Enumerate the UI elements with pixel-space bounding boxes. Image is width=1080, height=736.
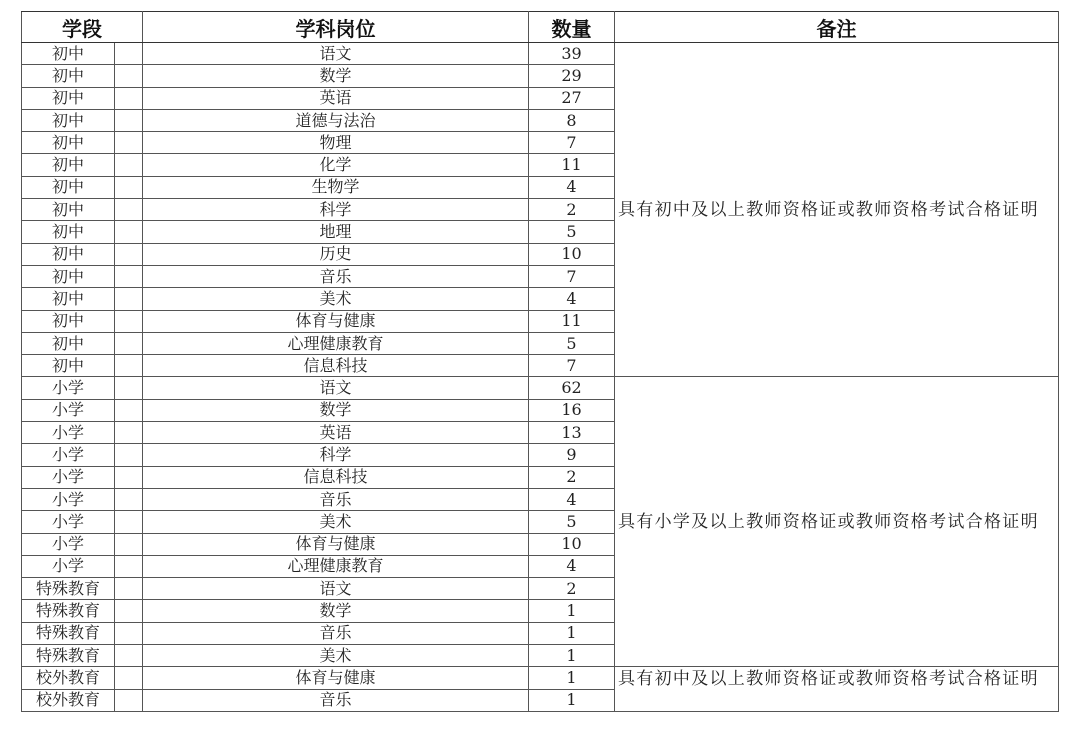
cell-blank [115, 265, 143, 287]
cell-blank [115, 399, 143, 421]
cell-level: 初中 [22, 332, 115, 354]
cell-count: 27 [529, 87, 615, 109]
cell-blank [115, 43, 143, 65]
table-header-row [22, 12, 1059, 43]
cell-level: 特殊教育 [22, 578, 115, 600]
cell-count: 1 [529, 645, 615, 667]
cell-level: 小学 [22, 511, 115, 533]
cell-subject: 信息科技 [143, 466, 529, 488]
cell-blank [115, 199, 143, 221]
cell-note: 具有初中及以上教师资格证或教师资格考试合格证明 [615, 43, 1059, 377]
cell-blank [115, 176, 143, 198]
cell-count: 7 [529, 265, 615, 287]
cell-blank [115, 511, 143, 533]
cell-level: 特殊教育 [22, 622, 115, 644]
cell-subject: 美术 [143, 288, 529, 310]
cell-count: 11 [529, 310, 615, 332]
cell-count: 39 [529, 43, 615, 65]
cell-subject: 美术 [143, 511, 529, 533]
cell-subject: 语文 [143, 578, 529, 600]
cell-count: 9 [529, 444, 615, 466]
cell-subject: 科学 [143, 444, 529, 466]
cell-blank [115, 132, 143, 154]
positions-table [21, 11, 1059, 712]
cell-level: 初中 [22, 65, 115, 87]
cell-subject: 音乐 [143, 622, 529, 644]
cell-level: 初中 [22, 221, 115, 243]
cell-level: 校外教育 [22, 689, 115, 711]
cell-level: 初中 [22, 176, 115, 198]
cell-count: 4 [529, 176, 615, 198]
cell-note: 具有初中及以上教师资格证或教师资格考试合格证明 [615, 667, 1059, 712]
cell-level: 小学 [22, 466, 115, 488]
cell-level: 小学 [22, 488, 115, 510]
cell-count: 7 [529, 355, 615, 377]
header-note: 备注 [615, 12, 1059, 43]
cell-subject: 音乐 [143, 488, 529, 510]
cell-note: 具有小学及以上教师资格证或教师资格考试合格证明 [615, 377, 1059, 667]
cell-blank [115, 109, 143, 131]
cell-count: 7 [529, 132, 615, 154]
cell-subject: 数学 [143, 600, 529, 622]
cell-count: 2 [529, 199, 615, 221]
cell-count: 2 [529, 466, 615, 488]
cell-level: 小学 [22, 399, 115, 421]
cell-level: 初中 [22, 154, 115, 176]
cell-count: 4 [529, 555, 615, 577]
cell-subject: 体育与健康 [143, 667, 529, 689]
cell-subject: 物理 [143, 132, 529, 154]
cell-level: 小学 [22, 444, 115, 466]
cell-subject: 语文 [143, 377, 529, 399]
cell-blank [115, 533, 143, 555]
cell-level: 小学 [22, 555, 115, 577]
cell-count: 5 [529, 221, 615, 243]
cell-blank [115, 488, 143, 510]
cell-level: 初中 [22, 288, 115, 310]
header-level: 学段 [22, 12, 143, 43]
cell-count: 1 [529, 622, 615, 644]
cell-blank [115, 422, 143, 444]
cell-blank [115, 288, 143, 310]
cell-level: 特殊教育 [22, 645, 115, 667]
cell-blank [115, 221, 143, 243]
cell-level: 初中 [22, 132, 115, 154]
cell-level: 初中 [22, 87, 115, 109]
cell-count: 10 [529, 243, 615, 265]
cell-subject: 科学 [143, 199, 529, 221]
cell-level: 特殊教育 [22, 600, 115, 622]
cell-blank [115, 243, 143, 265]
cell-blank [115, 466, 143, 488]
cell-level: 初中 [22, 243, 115, 265]
header-subject: 学科岗位 [143, 12, 529, 43]
cell-blank [115, 555, 143, 577]
cell-subject: 化学 [143, 154, 529, 176]
cell-level: 初中 [22, 109, 115, 131]
cell-count: 11 [529, 154, 615, 176]
cell-blank [115, 154, 143, 176]
cell-blank [115, 689, 143, 711]
table-row [22, 377, 1059, 399]
cell-count: 13 [529, 422, 615, 444]
cell-subject: 历史 [143, 243, 529, 265]
cell-blank [115, 377, 143, 399]
header-count: 数量 [529, 12, 615, 43]
cell-level: 小学 [22, 422, 115, 444]
cell-count: 10 [529, 533, 615, 555]
cell-count: 4 [529, 288, 615, 310]
cell-count: 29 [529, 65, 615, 87]
cell-count: 4 [529, 488, 615, 510]
cell-subject: 信息科技 [143, 355, 529, 377]
cell-subject: 数学 [143, 399, 529, 421]
cell-subject: 心理健康教育 [143, 332, 529, 354]
cell-subject: 地理 [143, 221, 529, 243]
cell-subject: 音乐 [143, 689, 529, 711]
cell-blank [115, 444, 143, 466]
cell-count: 1 [529, 689, 615, 711]
cell-count: 8 [529, 109, 615, 131]
cell-subject: 美术 [143, 645, 529, 667]
cell-count: 1 [529, 667, 615, 689]
cell-count: 5 [529, 511, 615, 533]
cell-blank [115, 645, 143, 667]
table-row [22, 43, 1059, 65]
cell-count: 16 [529, 399, 615, 421]
cell-subject: 心理健康教育 [143, 555, 529, 577]
cell-level: 初中 [22, 199, 115, 221]
cell-subject: 体育与健康 [143, 310, 529, 332]
cell-subject: 生物学 [143, 176, 529, 198]
cell-count: 1 [529, 600, 615, 622]
cell-subject: 数学 [143, 65, 529, 87]
table-row [22, 667, 1059, 689]
cell-blank [115, 667, 143, 689]
cell-blank [115, 65, 143, 87]
cell-level: 初中 [22, 43, 115, 65]
cell-subject: 音乐 [143, 265, 529, 287]
cell-level: 小学 [22, 533, 115, 555]
cell-count: 5 [529, 332, 615, 354]
cell-level: 初中 [22, 355, 115, 377]
cell-subject: 英语 [143, 87, 529, 109]
cell-blank [115, 332, 143, 354]
cell-blank [115, 600, 143, 622]
cell-subject: 道德与法治 [143, 109, 529, 131]
cell-blank [115, 578, 143, 600]
cell-blank [115, 355, 143, 377]
cell-subject: 英语 [143, 422, 529, 444]
cell-level: 初中 [22, 310, 115, 332]
cell-count: 62 [529, 377, 615, 399]
cell-level: 初中 [22, 265, 115, 287]
cell-blank [115, 310, 143, 332]
cell-level: 小学 [22, 377, 115, 399]
cell-subject: 体育与健康 [143, 533, 529, 555]
cell-blank [115, 622, 143, 644]
cell-count: 2 [529, 578, 615, 600]
cell-blank [115, 87, 143, 109]
cell-level: 校外教育 [22, 667, 115, 689]
cell-subject: 语文 [143, 43, 529, 65]
